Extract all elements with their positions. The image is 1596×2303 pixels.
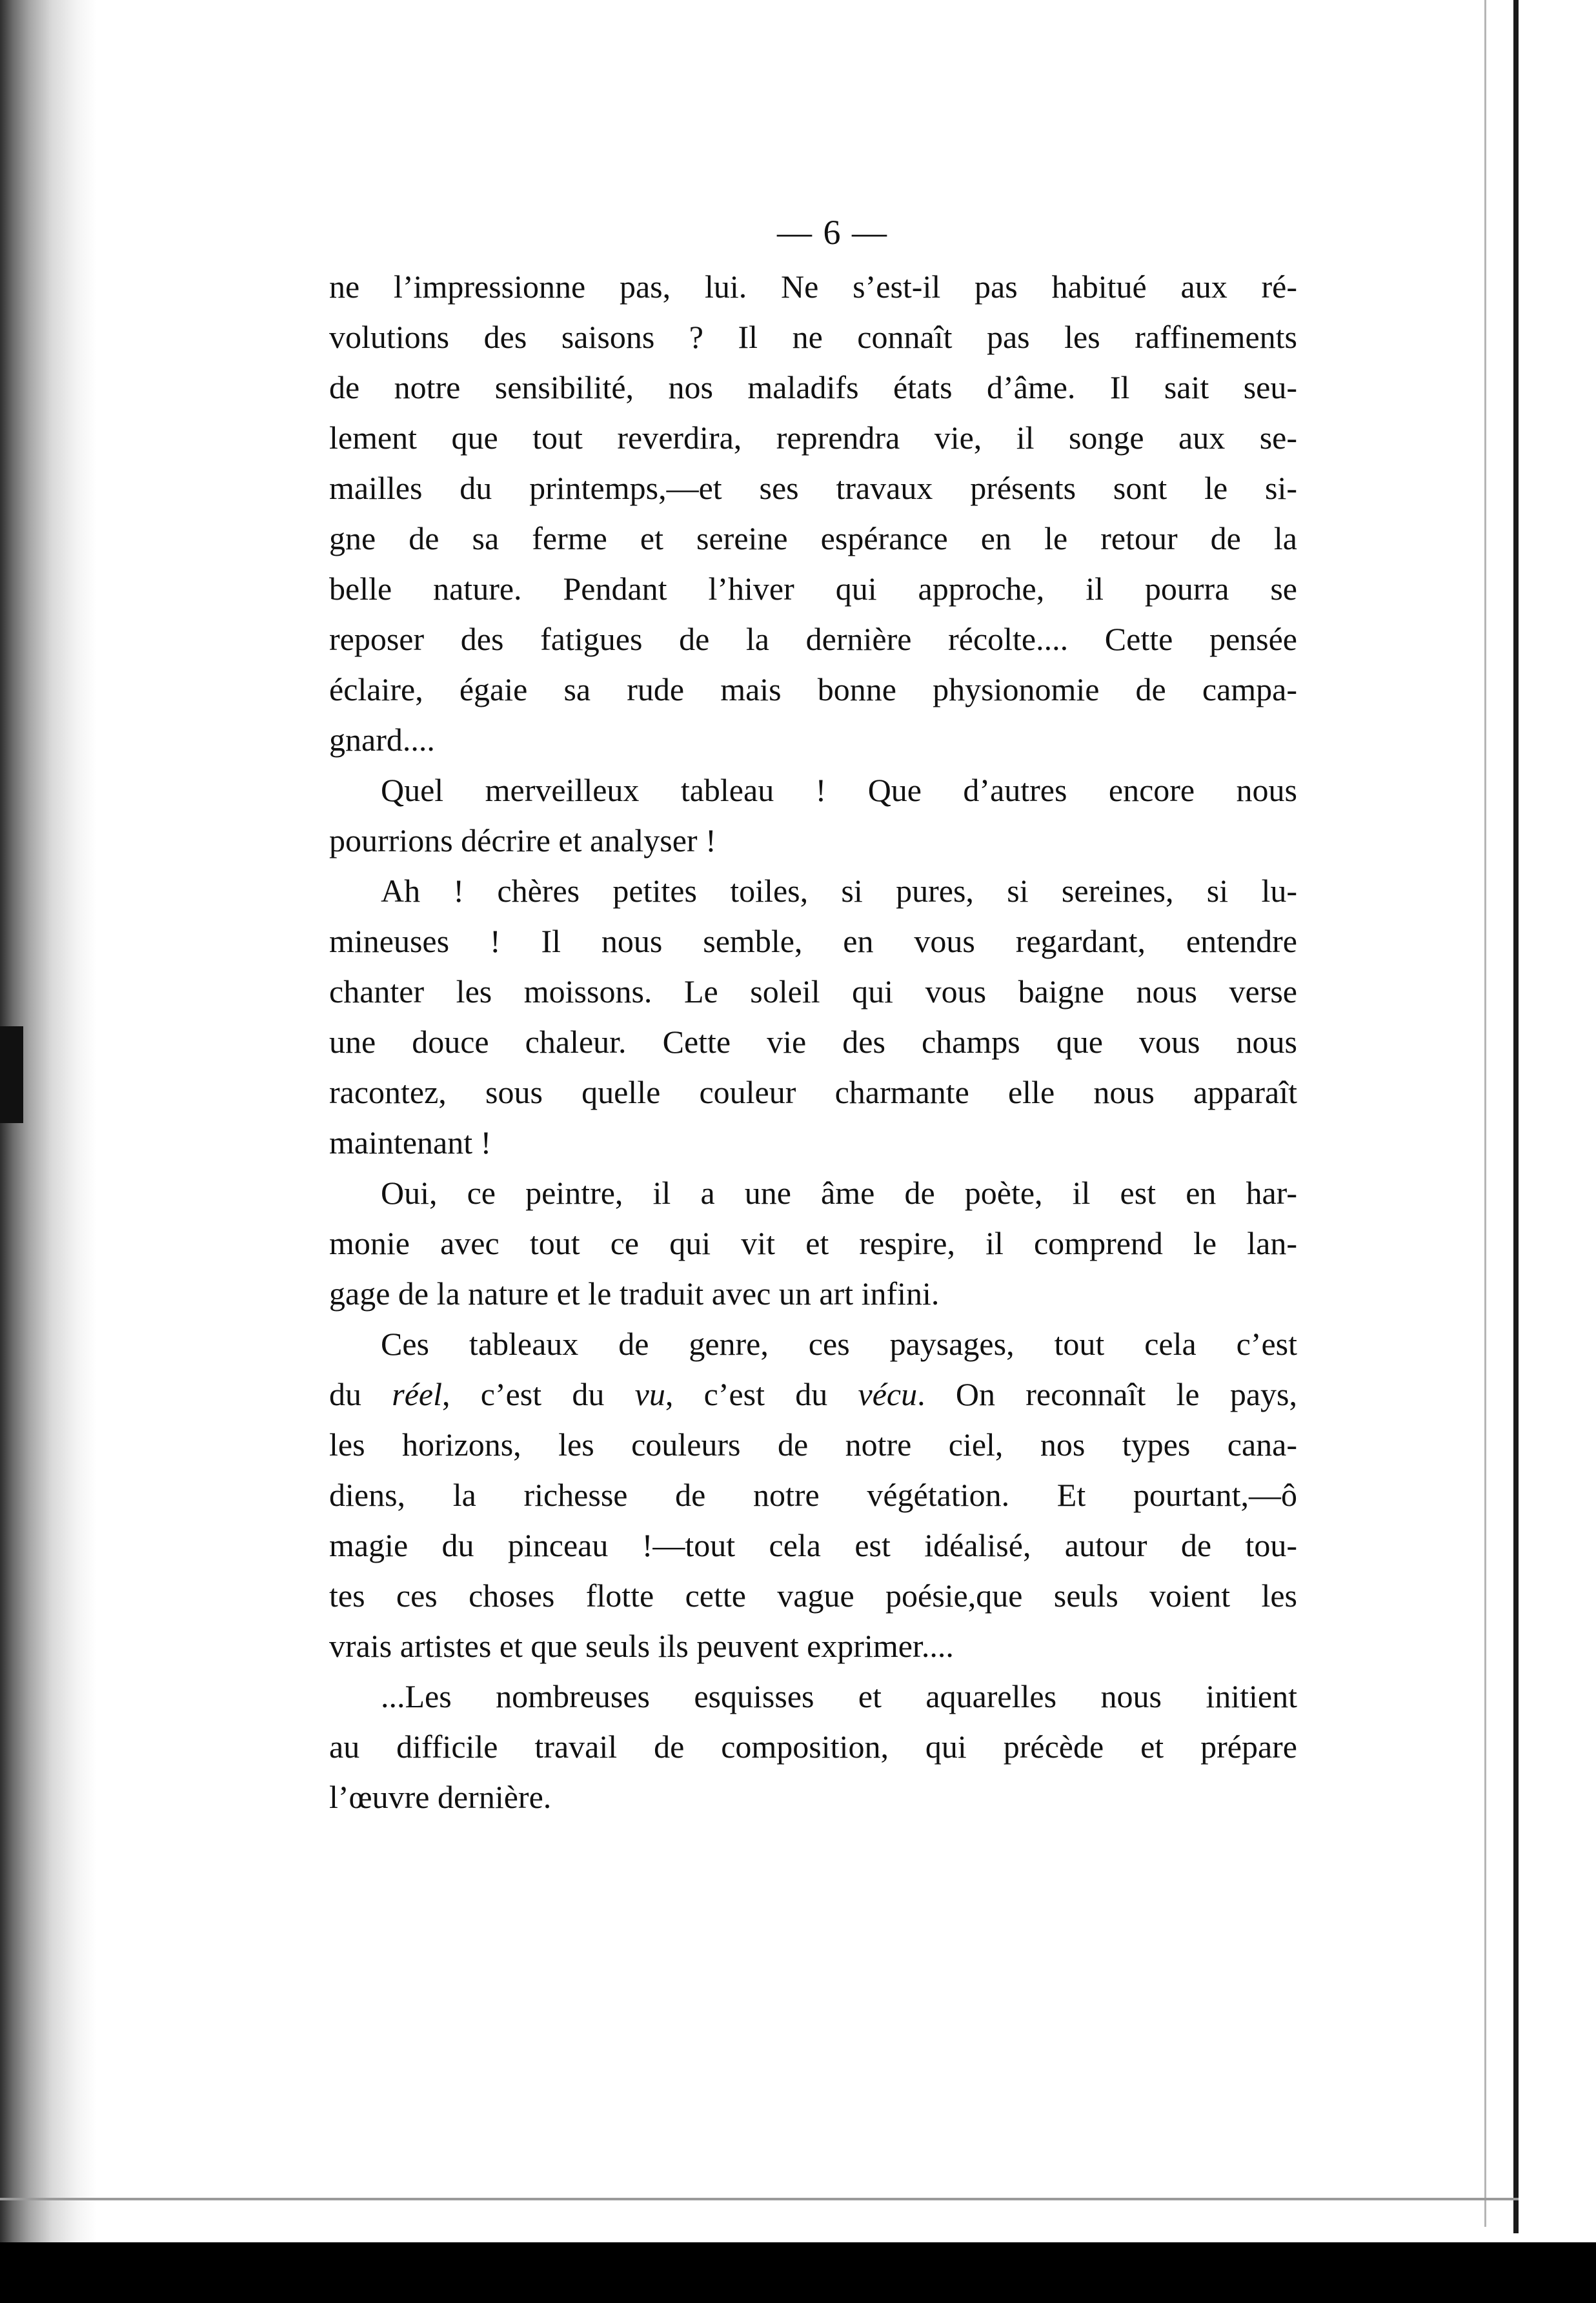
italic-word: réel xyxy=(392,1376,442,1412)
text-line: pourrions décrire et analyser ! xyxy=(329,822,716,858)
text-line: lement que tout reverdira, reprendra vie, il songe aux se- xyxy=(329,420,1297,456)
italic-word: vécu xyxy=(858,1376,918,1412)
text-line: reposer des fatigues de la dernière récolte.... Cette pensée xyxy=(329,621,1297,657)
binding-edge xyxy=(0,0,97,2303)
text-line: au difficile travail de composition, qui précède et prépare xyxy=(329,1729,1297,1765)
binding-mark xyxy=(0,1026,23,1123)
text-line: l’œuvre dernière. xyxy=(329,1779,552,1815)
text-line: diens, la richesse de notre végétation. Et pourtant,—ô xyxy=(329,1477,1297,1513)
text-line: Ah ! chères petites toiles, si pures, si sereines, si lu- xyxy=(381,873,1297,909)
text-line: tes ces choses flotte cette vague poésie,que seuls voient les xyxy=(329,1578,1297,1614)
text-line: gne de sa ferme et sereine espérance en le retour de la xyxy=(329,520,1297,556)
facing-page xyxy=(1519,0,1596,2246)
text-line: Ces tableaux de genre, ces paysages, tout cela c’est xyxy=(381,1326,1297,1362)
text-line-with-italics xyxy=(329,1369,1297,1419)
text-line: une douce chaleur. Cette vie des champs que vous nous xyxy=(329,1024,1297,1060)
page-edge xyxy=(1513,0,1519,2233)
text-line: de notre sensibilité, nos maladifs états d’âme. Il sait seu- xyxy=(329,369,1297,405)
text-line: racontez, sous quelle couleur charmante elle nous apparaît xyxy=(329,1074,1297,1110)
text-line: gage de la nature et le traduit avec un art infini. xyxy=(329,1275,940,1312)
page-bottom-edge xyxy=(0,2198,1519,2200)
page-edge-shadow xyxy=(1484,0,1486,2227)
text-line: mailles du printemps,—et ses travaux présents sont le si- xyxy=(329,470,1297,506)
text-line: belle nature. Pendant l’hiver qui approche, il pourra se xyxy=(329,571,1297,607)
text-line: Quel merveilleux tableau ! Que d’autres encore nous xyxy=(381,772,1297,808)
text-line: les horizons, les couleurs de notre ciel, nos types cana- xyxy=(329,1426,1297,1463)
text-line: vrais artistes et que seuls ils peuvent exprimer.... xyxy=(329,1628,954,1664)
text-line: ...Les nombreuses esquisses et aquarelles nous initient xyxy=(381,1678,1297,1714)
text-line: magie du pinceau !—tout cela est idéalisé, autour de tou- xyxy=(329,1527,1297,1563)
text-line: éclaire, égaie sa rude mais bonne physionomie de campa- xyxy=(329,671,1297,707)
page-text xyxy=(329,203,1297,1822)
text-line: monie avec tout ce qui vit et respire, il comprend le lan- xyxy=(329,1225,1297,1261)
text-run: , c’est du xyxy=(442,1376,635,1412)
text-line: chanter les moissons. Le soleil qui vous baigne nous verse xyxy=(329,973,1297,1009)
text-line: ne l’impressionne pas, lui. Ne s’est-il pas habitué aux ré- xyxy=(329,269,1297,305)
text-run: , c’est du xyxy=(665,1376,858,1412)
page-number: — 6 — xyxy=(777,213,888,252)
text-line: Oui, ce peintre, il a une âme de poète, il est en har- xyxy=(381,1175,1297,1211)
text-run: . On reconnaît le pays, xyxy=(917,1376,1298,1412)
text-line: gnard.... xyxy=(329,722,435,758)
text-line: volutions des saisons ? Il ne connaît pas les raffinements xyxy=(329,319,1297,355)
text-line: mineuses ! Il nous semble, en vous regardant, entendre xyxy=(329,923,1297,959)
scan-border xyxy=(0,2242,1596,2303)
text-run: du xyxy=(329,1376,392,1412)
italic-word: vu xyxy=(634,1376,665,1412)
text-line: maintenant ! xyxy=(329,1124,492,1161)
